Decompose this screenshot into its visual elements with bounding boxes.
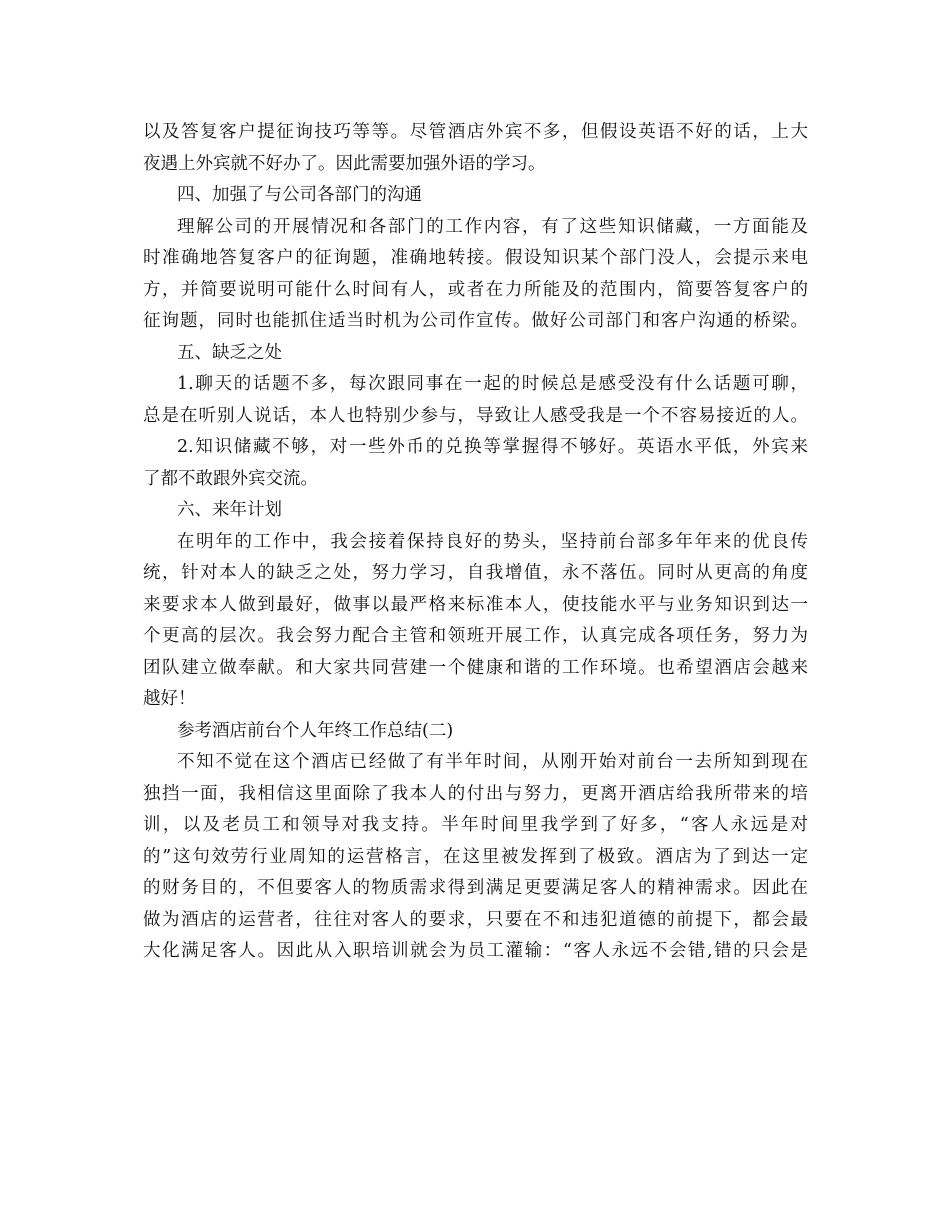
document-page xyxy=(143,117,808,968)
text-line: 四、加强了与公司各部门的沟通 xyxy=(177,185,422,205)
text-line: 训，以及老员工和领导对我支持。半年时间里我学到了好多，“客人永远是对 xyxy=(143,815,808,835)
text-line: 六、来年计划 xyxy=(177,500,282,520)
text-line: 总是在听别人说话，本人也特别少参与，导致让人感受我是一个不容易接近的人。 xyxy=(143,405,808,426)
text-line: 不知不觉在这个酒店已经做了有半年时间，从刚开始对前台一去所知到现在 xyxy=(177,752,808,772)
text-line: 越好！ xyxy=(143,689,196,709)
text-line: 做为酒店的运营者，往往对客人的要求，只要在不和违犯道德的前提下，都会最 xyxy=(143,909,808,930)
text-line: 以及答复客户提征询技巧等等。尽管酒店外宾不多，但假设英语不好的话，上大 xyxy=(143,122,808,142)
text-line: 了都不敢跟外宾交流。 xyxy=(143,468,318,489)
text-line: 来要求本人做到最好，做事以最严格来标准本人，使技能水平与业务知识到达一 xyxy=(143,594,808,615)
text-line: 独挡一面，我相信这里面除了我本人的付出与努力，更离开酒店给我所带来的培 xyxy=(143,783,808,804)
text-line: 夜遇上外宾就不好办了。因此需要加强外语的学习。 xyxy=(143,153,546,174)
text-line: 个更高的层次。我会努力配合主管和领班开展工作，认真完成各项任务，努力为 xyxy=(143,626,808,646)
text-line: 在明年的工作中，我会接着保持良好的势头，坚持前台部多年年来的优良传 xyxy=(177,531,808,552)
text-line: 的财务目的，不但要客人的物质需求得到满足更要满足客人的精神需求。因此在 xyxy=(143,878,808,898)
text-line: 时准确地答复客户的征询题，准确地转接。假设知识某个部门没人，会提示来电 xyxy=(143,248,808,268)
text-line: 大化满足客人。因此从入职培训就会为员工灌输：“客人永远不会错,错的只会是 xyxy=(143,941,808,961)
text-line: 1.聊天的话题不多，每次跟同事在一起的时候总是感受没有什么话题可聊， xyxy=(177,374,808,394)
text-line: 的”这句效劳行业周知的运营格言，在这里被发挥到了极致。酒店为了到达一定 xyxy=(143,846,808,867)
text-line: 征询题，同时也能抓住适当时机为公司作宣传。做好公司部门和客户沟通的桥梁。 xyxy=(143,311,808,331)
text-line: 参考酒店前台个人年终工作总结(二) xyxy=(177,720,454,741)
text-line: 五、缺乏之处 xyxy=(177,342,282,363)
text-line: 团队建立做奉献。和大家共同营建一个健康和谐的工作环境。也希望酒店会越来 xyxy=(143,657,808,678)
text-line: 统，针对本人的缺乏之处，努力学习，自我增值，永不落伍。同时从更高的角度 xyxy=(143,563,808,583)
text-line: 理解公司的开展情况和各部门的工作内容，有了这些知识储藏，一方面能及 xyxy=(177,216,808,237)
text-line: 2.知识储藏不够，对一些外币的兑换等掌握得不够好。英语水平低，外宾来 xyxy=(177,437,808,457)
text-line: 方，并简要说明可能什么时间有人，或者在力所能及的范围内，简要答复客户的 xyxy=(143,279,808,300)
